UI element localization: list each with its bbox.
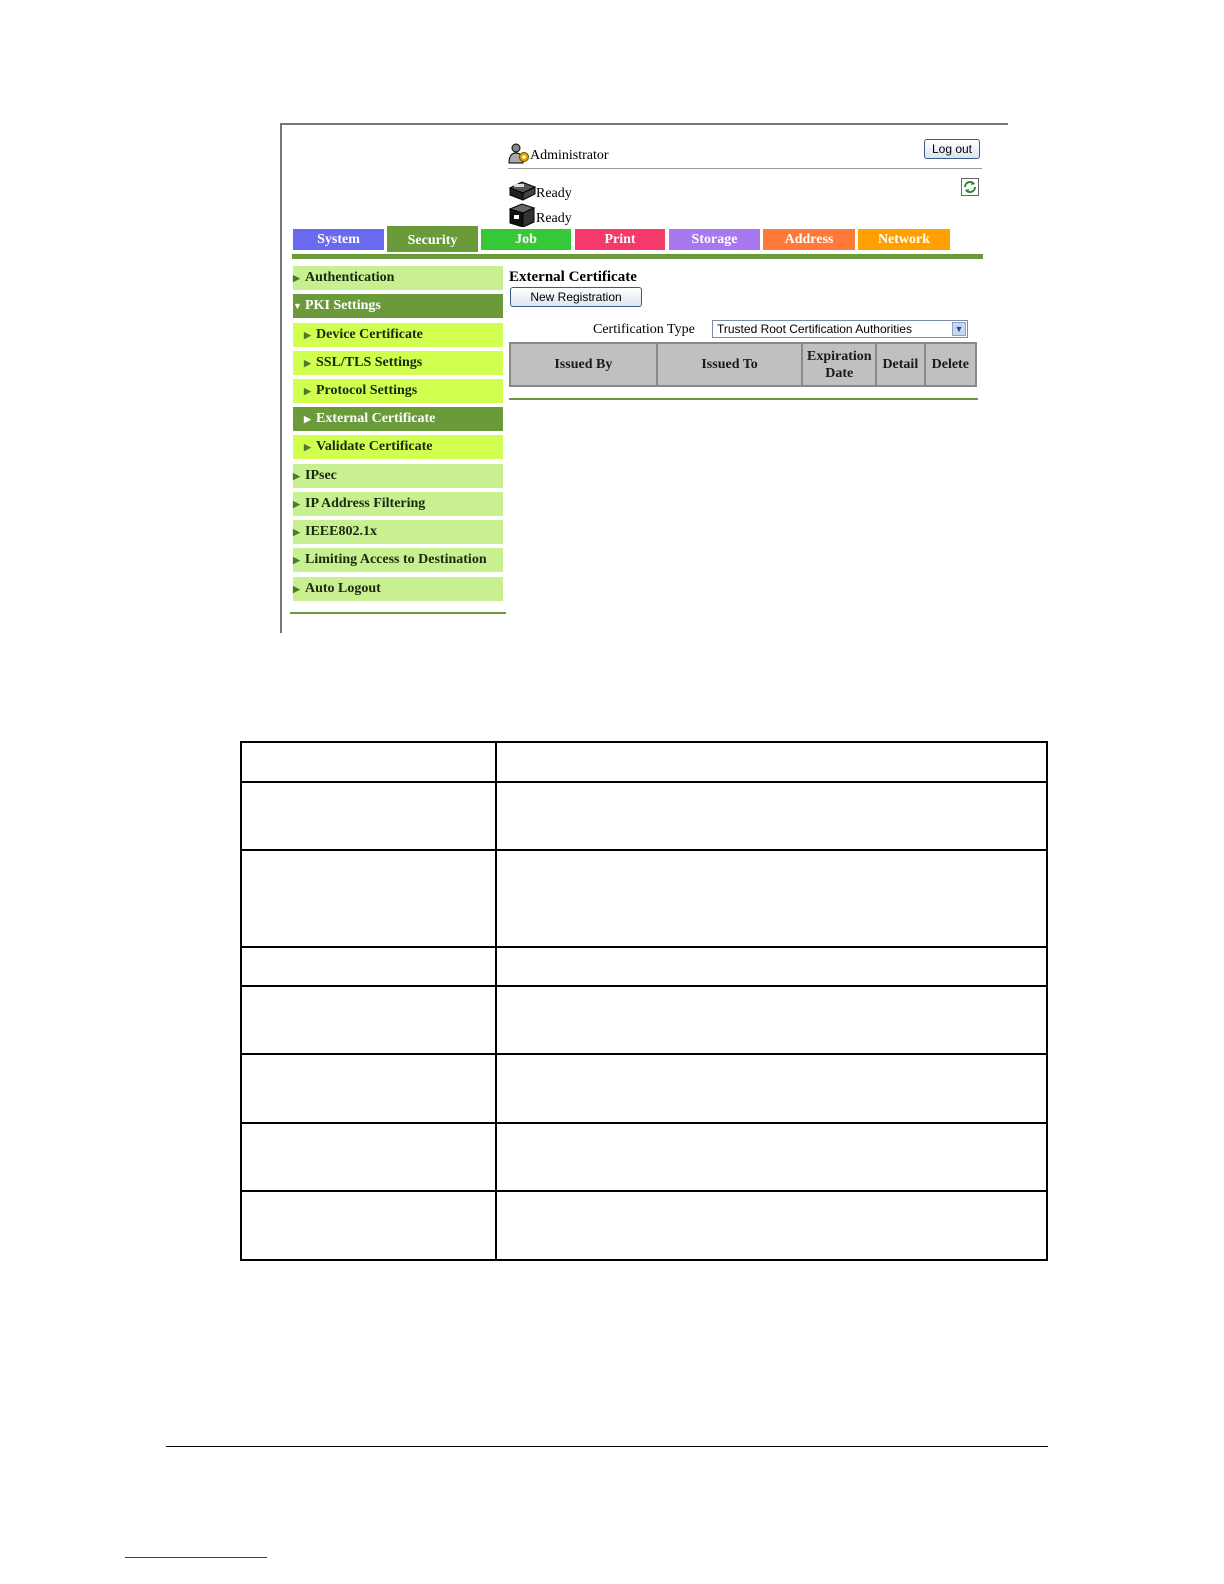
arrow-down-icon: ▼ [293,301,302,311]
tab-storage[interactable]: Storage [669,229,760,250]
administrator-label: Administrator [530,148,609,163]
table-cell [496,850,1047,947]
table-row [241,947,1047,986]
page-title: External Certificate [509,269,637,285]
column-detail: Detail [876,343,924,386]
certification-type-select[interactable] [712,320,968,338]
table-header-row [510,343,976,386]
tab-address[interactable]: Address [763,229,855,250]
screenshot-frame [280,123,1010,633]
tab-print[interactable]: Print [575,229,665,250]
frame-left-border [280,123,282,633]
table-cell [496,986,1047,1054]
sidebar-bottom-rule [290,612,506,614]
certification-type-value: Trusted Root Certification Authorities [717,322,912,336]
table-cell [496,782,1047,850]
chevron-down-icon: ▼ [952,322,966,336]
sidebar-item-pki-settings[interactable]: ▼ PKI Settings [293,294,503,318]
table-row [241,1191,1047,1260]
table-cell [496,1054,1047,1123]
certificate-table [509,342,977,387]
sidebar-item-ipsec[interactable]: ▶ IPsec [293,464,503,488]
certification-type-label: Certification Type [593,322,695,337]
arrow-right-icon: ▶ [293,527,300,537]
sidebar-item-protocol-settings[interactable]: ▶ Protocol Settings [293,379,503,403]
footer-rule [166,1446,1048,1447]
table-cell [241,782,496,850]
printer-status [508,178,572,202]
scanner-icon [508,203,536,227]
arrow-right-icon: ▶ [304,358,311,368]
table-row [241,782,1047,850]
arrow-right-icon: ▶ [304,442,311,452]
scanner-status-label: Ready [536,211,572,226]
arrow-right-icon: ▶ [293,471,300,481]
table-cell [496,742,1047,782]
arrow-right-icon: ▶ [293,499,300,509]
column-issued-by: Issued By [510,343,657,386]
arrow-right-icon: ▶ [293,584,300,594]
frame-top-border [280,123,1008,125]
sidebar-item-ip-address-filtering[interactable]: ▶ IP Address Filtering [293,492,503,516]
table-cell [496,1191,1047,1260]
arrow-right-icon: ▶ [304,414,311,424]
table-cell [496,947,1047,986]
tab-system[interactable]: System [293,229,384,250]
new-registration-button[interactable]: New Registration [510,287,642,307]
sidebar-item-authentication[interactable]: ▶ Authentication [293,266,503,290]
sidebar-item-external-certificate[interactable]: ▶ External Certificate [293,407,503,431]
table-row [241,850,1047,947]
table-cell [241,986,496,1054]
administrator-icon [508,142,530,164]
tab-network[interactable]: Network [858,229,950,250]
table-cell [241,1054,496,1123]
arrow-right-icon: ▶ [293,555,300,565]
table-cell [241,742,496,782]
table-row [241,742,1047,782]
table-cell [241,1123,496,1191]
column-delete: Delete [925,343,976,386]
refresh-icon[interactable] [961,178,979,196]
table-cell [241,947,496,986]
sidebar-item-limiting-access[interactable]: ▶ Limiting Access to Destination [293,548,503,572]
header-divider [508,168,982,169]
table-cell [241,850,496,947]
sidebar-item-validate-certificate[interactable]: ▶ Validate Certificate [293,435,503,459]
printer-status-label: Ready [536,186,572,201]
column-issued-to: Issued To [657,343,803,386]
table-cell [241,1191,496,1260]
logout-button[interactable]: Log out [924,139,980,159]
table-row [241,1123,1047,1191]
table-row [241,1054,1047,1123]
printer-icon [508,180,536,202]
sidebar-item-ssl-tls-settings[interactable]: ▶ SSL/TLS Settings [293,351,503,375]
footer-link-underline [125,1557,267,1558]
table-bottom-rule [509,398,978,400]
admin-row [508,138,609,164]
sidebar-item-device-certificate[interactable]: ▶ Device Certificate [293,323,503,347]
column-expiration-date: Expiration Date [802,343,876,386]
tab-underline [292,254,983,259]
settings-description-table [240,741,1048,1261]
sidebar-item-auto-logout[interactable]: ▶ Auto Logout [293,577,503,601]
arrow-right-icon: ▶ [304,386,311,396]
arrow-right-icon: ▶ [293,273,300,283]
arrow-right-icon: ▶ [304,330,311,340]
tab-job[interactable]: Job [481,229,571,250]
table-cell [496,1123,1047,1191]
tab-security[interactable]: Security [387,226,478,252]
sidebar-item-ieee8021x[interactable]: ▶ IEEE802.1x [293,520,503,544]
scanner-status [508,203,572,227]
table-row [241,986,1047,1054]
